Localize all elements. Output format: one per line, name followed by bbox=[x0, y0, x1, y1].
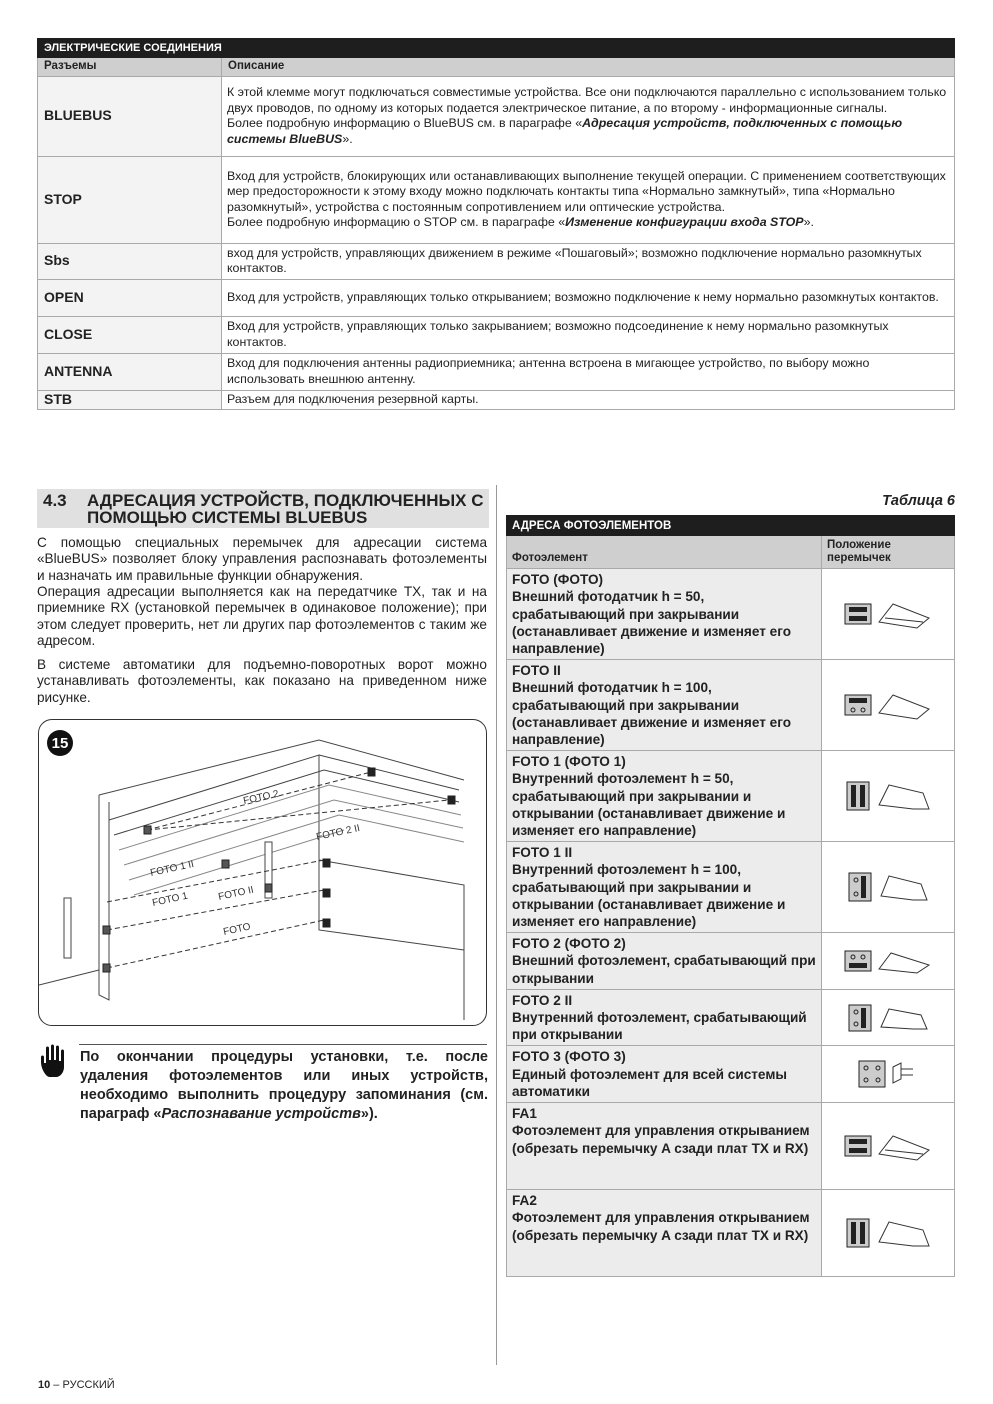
section-title: АДРЕСАЦИЯ УСТРОЙСТВ, ПОДКЛЮЧЕННЫХ С ПОМОЩЬЮ СИСТЕМЫ BLUEBUS bbox=[87, 491, 484, 527]
jumper-diagram bbox=[843, 689, 933, 721]
connector-description: Вход для устройств, управляющих только открыванием; возможно подключение к нему нормально разомкнутых контактов. bbox=[222, 279, 955, 316]
jumper-cell bbox=[822, 989, 955, 1046]
photocell-description: Внутренний фотоэлемент h = 50, срабатывающий при закрывании и открывании (останавливает движение и изменяет его направление) bbox=[512, 771, 786, 839]
jumper-cell bbox=[822, 569, 955, 660]
column-divider bbox=[496, 485, 497, 1365]
photocell-name: FOTO (ФОТО) bbox=[512, 572, 604, 588]
connector-description: Вход для устройств, блокирующих или останавливающих выполнение текущей операции. С применением соответствующих мер предосторожности к этому входу можно подключать контакты типа «Нормально замкнутый», типа «Нормально разомкнутый», устройства с постоянным сопротивлением или оптические устройства. Более подробную информацию о STOP см. в параграфе «Изменение конфигурации входа STOP». bbox=[222, 156, 955, 243]
hand-stop-icon bbox=[39, 1043, 71, 1079]
jumper-diagram bbox=[843, 947, 933, 975]
table-row bbox=[507, 569, 955, 660]
table-row bbox=[507, 842, 955, 933]
photocell-name: FOTO 2 II bbox=[512, 992, 573, 1008]
section-number: 4.3 bbox=[43, 491, 67, 510]
note-divider bbox=[79, 1044, 487, 1045]
connector-name: Sbs bbox=[38, 243, 222, 279]
connector-name: STB bbox=[38, 390, 222, 409]
col-header-connectors: Разъемы bbox=[38, 58, 222, 77]
table-row bbox=[38, 353, 955, 390]
photocell-cell bbox=[507, 751, 822, 842]
table-row bbox=[507, 1103, 955, 1190]
jumper-cell bbox=[822, 1190, 955, 1277]
beam-label-foto1ii: FOTO 1 II bbox=[149, 858, 195, 879]
beam-label-foto1: FOTO 1 bbox=[151, 890, 189, 909]
table-row bbox=[507, 660, 955, 751]
table-row bbox=[507, 751, 955, 842]
photocell-description: Внешний фотоэлемент, срабатывающий при открывании bbox=[512, 953, 816, 986]
jumper-diagram bbox=[843, 1216, 933, 1250]
table-title: АДРЕСА ФОТОЭЛЕМЕНТОВ bbox=[507, 516, 955, 536]
photocell-cell bbox=[507, 989, 822, 1046]
figure-gate-photocells bbox=[38, 719, 487, 1026]
table-row bbox=[507, 933, 955, 990]
connector-description: вход для устройств, управляющих движением в режиме «Пошаговый»; возможно подключение нормально разомкнутых контактов. bbox=[222, 243, 955, 279]
jumper-cell bbox=[822, 1103, 955, 1190]
photocell-cell bbox=[507, 933, 822, 990]
beam-label-foto: FOTO bbox=[222, 921, 252, 938]
photocell-description: Единый фотоэлемент для всей системы автоматики bbox=[512, 1066, 787, 1099]
section-reference: Адресация устройств, подключенных с помощью системы BlueBUS bbox=[227, 116, 903, 146]
jumper-cell bbox=[822, 751, 955, 842]
jumper-diagram bbox=[843, 870, 933, 904]
table-caption: Таблица 6 bbox=[882, 493, 955, 509]
jumper-diagram bbox=[853, 1059, 923, 1089]
paragraph: С помощью специальных перемычек для адресации система «BlueBUS» позволяет блоку управления распознавать фотоэлементы и назначать им правильные функции обнаружения. bbox=[37, 535, 487, 583]
jumper-cell bbox=[822, 842, 955, 933]
table-row bbox=[38, 76, 955, 156]
col-header-description: Описание bbox=[222, 58, 955, 77]
paragraph: В системе автоматики для подъемно-поворотных ворот можно устанавливать фотоэлементы, как показано на приведенном ниже рисунке. bbox=[37, 657, 487, 705]
col-header-element: Фотоэлемент bbox=[507, 536, 822, 569]
photocell-note: (обрезать перемычку A сзади плат TX и RX) bbox=[512, 1227, 809, 1243]
figure-number-badge: 15 bbox=[47, 730, 73, 756]
photocell-name: FA2 bbox=[512, 1193, 537, 1209]
jumper-diagram bbox=[843, 779, 933, 813]
photocell-name: FOTO 3 (ФОТО 3) bbox=[512, 1049, 626, 1065]
jumper-diagram bbox=[843, 1003, 933, 1033]
footer-language: – РУССКИЙ bbox=[50, 1379, 115, 1391]
photocell-name: FOTO 2 (ФОТО 2) bbox=[512, 936, 626, 952]
connector-name: ANTENNA bbox=[38, 353, 222, 390]
section-heading bbox=[37, 489, 489, 528]
table-row bbox=[507, 1046, 955, 1103]
photocell-description: Внешний фотодатчик h = 100, срабатывающий при закрывании (останавливает движение и изменяет его направление) bbox=[512, 680, 792, 748]
table-row bbox=[38, 316, 955, 353]
connector-name: OPEN bbox=[38, 279, 222, 316]
connector-description: Разъем для подключения резервной карты. bbox=[222, 390, 955, 409]
connector-name: CLOSE bbox=[38, 316, 222, 353]
photocell-name: FOTO II bbox=[512, 663, 561, 679]
jumper-cell bbox=[822, 660, 955, 751]
section-reference: Изменение конфигурации входа STOP bbox=[565, 215, 804, 229]
col-header-jumper: Положение перемычек bbox=[822, 536, 955, 569]
table-row bbox=[38, 279, 955, 316]
photocell-cell bbox=[507, 1046, 822, 1103]
jumper-cell bbox=[822, 933, 955, 990]
jumper-diagram bbox=[843, 1130, 933, 1162]
table-title: ЭЛЕКТРИЧЕСКИЕ СОЕДИНЕНИЯ bbox=[38, 39, 955, 58]
beam-label-foto2: FOTO 2 bbox=[242, 788, 280, 807]
photocell-name: FOTO 1 II bbox=[512, 845, 573, 861]
photocell-addresses-table bbox=[506, 515, 955, 1277]
section-reference: Распознавание устройств bbox=[161, 1106, 361, 1122]
photocell-cell bbox=[507, 842, 822, 933]
jumper-diagram bbox=[843, 598, 933, 630]
connector-name: STOP bbox=[38, 156, 222, 243]
note-text: По окончании процедуры установки, т.е. после удаления фотоэлементов или иных устройств, необходимо выполнить процедуру запоминания (см. параграф «Распознавание устройств»). bbox=[80, 1049, 488, 1122]
connector-description: К этой клемме могут подключаться совместимые устройства. Все они подключаются параллельно с использованием только двух проводов, по одному из которых подается электрическое питание, а по второму - информационные сигналы. Более подробную информацию о BlueBUS см. в параграфе «Адресация устройств, подключенных с помощью системы BlueBUS». bbox=[222, 76, 955, 156]
paragraph: Операция адресации выполняется как на передатчике TX, так и на приемнике RX (установкой перемычек в одинаковое положение); при этом следует проверить, нет ли других пар фотоэлементов с таким же адресом. bbox=[37, 584, 487, 648]
connector-name: BLUEBUS bbox=[38, 76, 222, 156]
beam-label-foto2ii: FOTO 2 II bbox=[315, 822, 361, 843]
electrical-connections-table bbox=[37, 38, 955, 410]
photocell-description: Внутренний фотоэлемент h = 100, срабатывающий при закрывании и открывании (останавливает движение и изменяет его направление) bbox=[512, 862, 786, 930]
table-row bbox=[38, 156, 955, 243]
photocell-description: Фотоэлемент для управления открыванием bbox=[512, 1210, 810, 1226]
photocell-cell bbox=[507, 569, 822, 660]
table-row bbox=[507, 1190, 955, 1277]
photocell-name: FOTO 1 (ФОТО 1) bbox=[512, 754, 626, 770]
beam-label-fotoii: FOTO II bbox=[217, 884, 255, 903]
page-footer bbox=[38, 1379, 115, 1391]
table-row bbox=[38, 390, 955, 409]
photocell-cell bbox=[507, 1190, 822, 1277]
photocell-note: (обрезать перемычку A сзади плат TX и RX) bbox=[512, 1140, 809, 1156]
photocell-cell bbox=[507, 660, 822, 751]
photocell-description: Внешний фотодатчик h = 50, срабатывающий при закрывании (останавливает движение и изменяет его направление) bbox=[512, 589, 792, 657]
photocell-description: Внутренний фотоэлемент, срабатывающий при открывании bbox=[512, 1010, 807, 1043]
photocell-cell bbox=[507, 1103, 822, 1190]
jumper-cell bbox=[822, 1046, 955, 1103]
gate-illustration bbox=[39, 720, 487, 1026]
photocell-name: FA1 bbox=[512, 1106, 537, 1122]
table-row bbox=[38, 243, 955, 279]
connector-description: Вход для устройств, управляющих только закрыванием; возможно подсоединение к нему нормально разомкнутых контактов. bbox=[222, 316, 955, 353]
photocell-description: Фотоэлемент для управления открыванием bbox=[512, 1123, 810, 1139]
table-row bbox=[507, 989, 955, 1046]
page-number: 10 bbox=[38, 1379, 51, 1391]
connector-description: Вход для подключения антенны радиоприемника; антенна встроена в мигающее устройство, по выбору можно использовать внешнюю антенну. bbox=[222, 353, 955, 390]
